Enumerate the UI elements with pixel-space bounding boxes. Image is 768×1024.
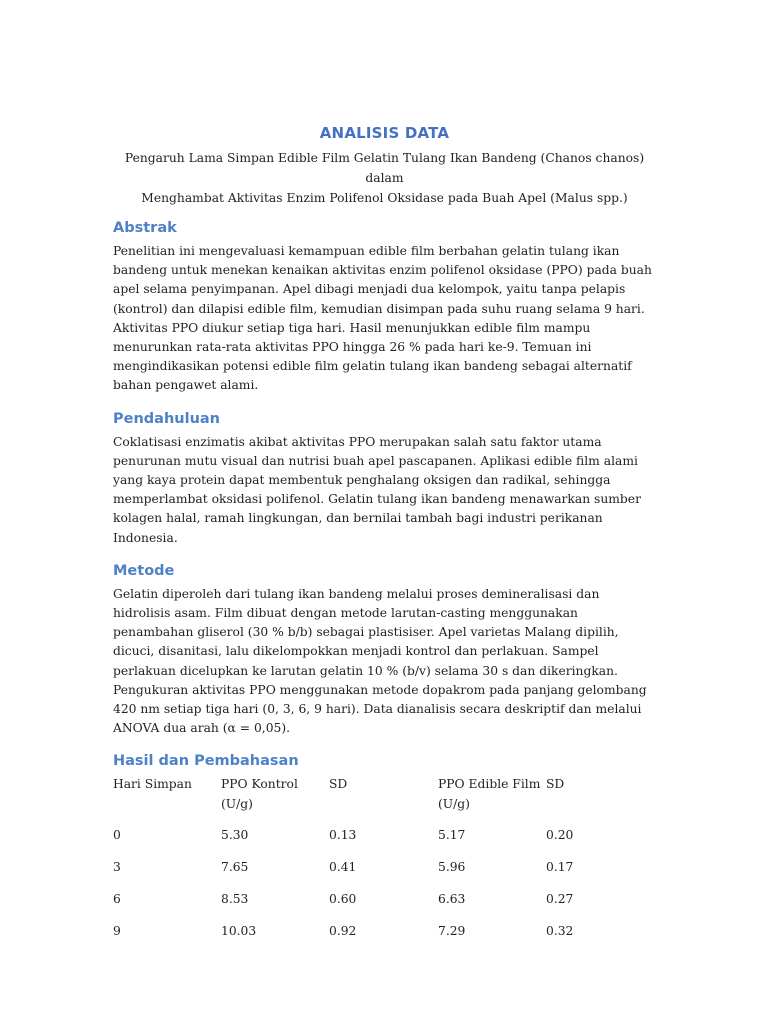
table-cell: 8.53 <box>221 891 249 906</box>
table-cell: 0.32 <box>546 923 574 938</box>
column-header: PPO Kontrol (U/g) <box>221 777 298 811</box>
table-cell: 5.30 <box>221 827 249 842</box>
table-cell: 0 <box>113 827 121 842</box>
results-table <box>113 775 606 953</box>
table-header-row <box>113 775 606 825</box>
table-row <box>113 858 606 890</box>
table-row <box>113 922 606 954</box>
table-cell: 3 <box>113 859 121 874</box>
abstrak-heading: Abstrak <box>113 220 177 236</box>
pendahuluan-heading: Pendahuluan <box>113 410 220 427</box>
subtitle-line-2: Menghambat Aktivitas Enzim Polifenol Oksidase pada Buah Apel (Malus spp.) <box>141 191 628 205</box>
table-cell: 0.60 <box>329 891 357 906</box>
table-cell: 6 <box>113 891 121 906</box>
document-subtitle <box>113 148 656 208</box>
column-header: Hari Simpan <box>113 777 192 792</box>
metode-heading: Metode <box>113 562 175 579</box>
table-cell: 9 <box>113 923 121 938</box>
document-title: ANALISIS DATA <box>319 124 450 142</box>
table-row <box>113 890 606 922</box>
column-header: SD <box>329 777 348 792</box>
metode-text: Gelatin diperoleh dari tulang ikan bandeng melalui proses demineralisasi dan hidrolisis asam. Film dibuat dengan metode larutan-casting menggunakan penambahan gliserol (30 % b/b) sebagai plastisiser. Apel varietas Malang dipilih, dicuci, disanitasi, lalu dikelompokkan menjadi kontrol dan perlakuan. Sampel perlakuan dicelupkan ke larutan gelatin 10 % (b/v) selama 30 s dan dikeringkan. Pengukuran aktivitas PPO menggunakan metode dopakrom pada panjang gelombang 420 nm setiap tiga hari (0, 3, 6, 9 hari). Data dianalisis secara deskriptif dan melalui ANOVA dua arah (α = 0,05). <box>113 586 647 736</box>
table-cell: 0.92 <box>329 923 357 938</box>
table-cell: 0.27 <box>546 891 574 906</box>
pendahuluan-text: Coklatisasi enzimatis akibat aktivitas PPO merupakan salah satu faktor utama penurunan mutu visual dan nutrisi buah apel pascapanen. Aplikasi edible film alami yang kaya protein dapat membentuk penghalang oksigen dan radikal, sehingga memperlambat oksidasi polifenol. Gelatin tulang ikan bandeng menawarkan sumber kolagen halal, ramah lingkungan, dan bernilai tambah bagi industri perikanan Indonesia. <box>113 434 641 545</box>
table-cell: 0.20 <box>546 827 574 842</box>
table-row <box>113 826 606 858</box>
subtitle-line-1: Pengaruh Lama Simpan Edible Film Gelatin Tulang Ikan Bandeng (Chanos chanos) dalam <box>124 151 645 185</box>
table-cell: 10.03 <box>221 923 257 938</box>
table-cell: 0.13 <box>329 827 357 842</box>
table-cell: 7.65 <box>221 859 249 874</box>
column-header: PPO Edible Film (U/g) <box>438 777 541 811</box>
table-cell: 0.41 <box>329 859 357 874</box>
table-cell: 5.17 <box>438 827 466 842</box>
table-body <box>113 826 606 954</box>
document-page <box>113 124 656 954</box>
abstrak-text: Penelitian ini mengevaluasi kemampuan edible film berbahan gelatin tulang ikan bandeng untuk menekan kenaikan aktivitas enzim polifenol oksidase (PPO) pada buah apel selama penyimpanan. Apel dibagi menjadi dua kelompok, yaitu tanpa pelapis (kontrol) dan dilapisi edible film, kemudian disimpan pada suhu ruang selama 9 hari. Aktivitas PPO diukur setiap tiga hari. Hasil menunjukkan edible film mampu menurunkan rata-rata aktivitas PPO hingga 26 % pada hari ke-9. Temuan ini mengindikasikan potensi edible film gelatin tulang ikan bandeng sebagai alternatif bahan pengawet alami. <box>113 244 652 393</box>
table-cell: 5.96 <box>438 859 466 874</box>
hasil-heading: Hasil dan Pembahasan <box>113 753 299 770</box>
table-cell: 6.63 <box>438 891 466 906</box>
column-header: SD <box>546 777 565 792</box>
table-cell: 0.17 <box>546 859 574 874</box>
table-cell: 7.29 <box>438 923 466 938</box>
